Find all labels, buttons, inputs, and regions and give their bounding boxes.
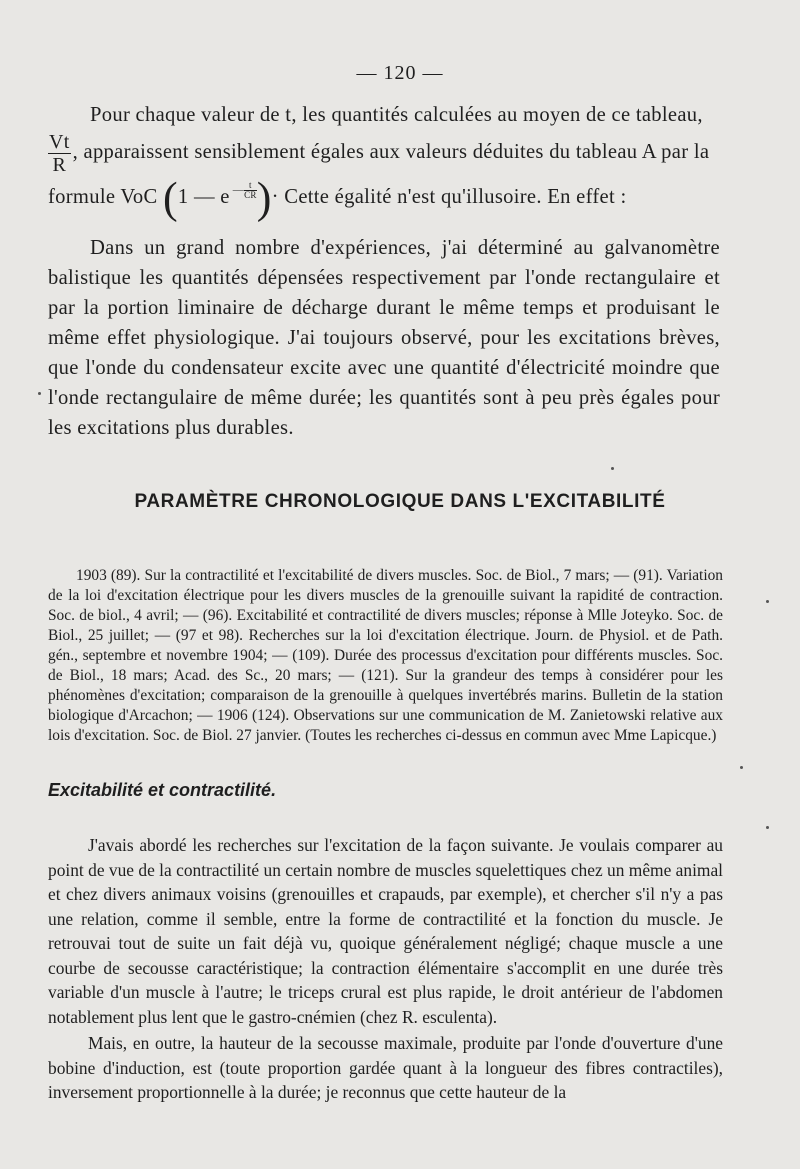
line-1: Pour chaque valeur de t, les quantités calculées au moyen de ce tableau, (90, 104, 703, 126)
speck (766, 826, 769, 829)
line-3 (48, 173, 720, 223)
bibliography (48, 566, 723, 746)
fraction-numerator: Vt (49, 131, 70, 153)
exponent-denominator: CR (244, 190, 257, 200)
paragraph-3: J'avais abordé les recherches sur l'excitation de la façon suivante. Je voulais comparer au point de vue de la contractilité un certain nombre de muscles squelettiques chez un même animal et chez divers animaux voisins (grenouilles et crapauds, par exemple), et chercher s'il n'y a pas une relation, comme il semble, entre la forme de contractilité et la fonction du muscle. Je retrouvai tout de suite un fait déjà vu, quoique généralement négligé; chaque muscle a une courbe de secousse caractéristique; la contraction élémentaire s'accomplit en une durée très variable d'un muscle à l'autre; le triceps crural est plus rapide, le droit antérieur de l'abdomen notablement plus lent que le gastro-cnémien (chez R. esculenta). (48, 835, 723, 1027)
paragraph-formula (48, 100, 720, 223)
speck (766, 600, 769, 603)
formula-prefix: formule VoC (48, 186, 163, 209)
paragraph-2: Dans un grand nombre d'expériences, j'ai déterminé au galvanomètre balistique les quantités dépensées respectivement par l'onde rectangulaire et par la portion liminaire de décharge durant le même temps et produisant le même effet physiologique. J'ai toujours observé, pour les excitations brèves, que l'onde du condensateur excite avec une quantité d'électricité moindre que l'onde rectangulaire de même durée; les quantités sont à peu près égales pour les excitations plus durables. (48, 237, 720, 439)
body-section (48, 833, 723, 1105)
line-2 (48, 132, 720, 175)
formula-suffix: · Cette égalité n'est qu'illusoire. En effet : (271, 186, 627, 209)
fraction-denominator: R (52, 154, 67, 176)
speck (740, 766, 743, 769)
formula-inner: 1 — e (177, 186, 230, 209)
paragraph-4: Mais, en outre, la hauteur de la secousse maximale, produite par l'onde d'ouverture d'une bobine d'induction, est (toute proportion gardée quant à la longueur des fibres contractiles), inversement proportionnelle à la durée; je reconnus que cette hauteur de la (48, 1033, 723, 1102)
exponent-numerator: t (244, 181, 257, 191)
paragraph-experiments (48, 233, 720, 443)
speck (38, 392, 41, 395)
section-title: PARAMÈTRE CHRONOLOGIQUE DANS L'EXCITABILITÉ (134, 491, 666, 512)
fraction-vt-r (48, 132, 71, 175)
page-number: — 120 — (356, 62, 444, 84)
right-paren: ) (256, 173, 272, 223)
bibliography-text: 1903 (89). Sur la contractilité et l'excitabilité de divers muscles. Soc. de Biol., 7 mars; — (91). Variation de la loi d'excitation électrique pour les divers muscles de la grenouille suivant la rapidité de contraction. Soc. de biol., 4 avril; — (96). Excitabilité et contractilité de divers muscles; réponse à Mlle Joteyko. Soc. de Biol., 25 juillet; — (97 et 98). Recherches sur la loi d'excitation électrique. Journ. de Physiol. et de Path. gén., septembre et novembre 1904; — (109). Durée des processus d'excitation pour différents muscles. Soc. de Biol., 18 mars; Acad. des Sc., 20 mars; — (121). Sur la grandeur des temps à considérer pour les phénomènes d'excitation; comparaison de la grenouille à quelques invertébrés marins. Bulletin de la station biologique d'Arcachon; — 1906 (124). Observations sur une communication de M. Zanietowski relative aux lois d'excitation. Soc. de Biol. 27 janvier. (Toutes les recherches ci-dessus en commun avec Mme Lapicque.) (48, 567, 723, 744)
formula-exponent: — $\frac{t}{CR}$ (229, 180, 257, 200)
speck (611, 467, 614, 470)
left-paren: ( (162, 173, 178, 223)
subheading: Excitabilité et contractilité. (48, 780, 277, 800)
line-2-text: , apparaissent sensiblement égales aux valeurs déduites du tableau A par la (72, 141, 710, 164)
